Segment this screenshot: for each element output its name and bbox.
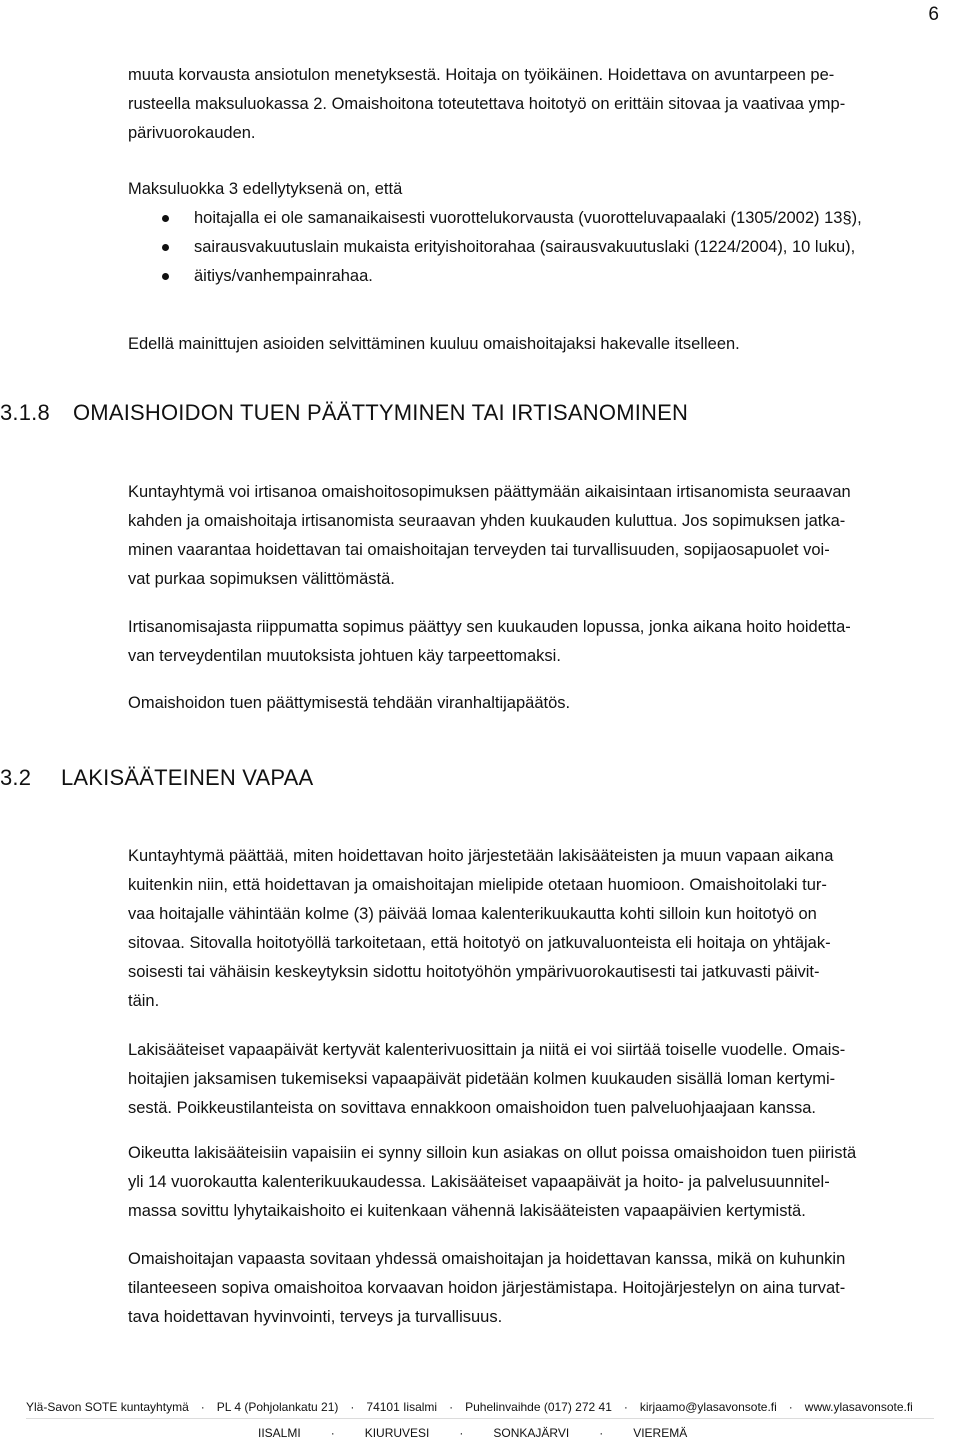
footer-separator: · <box>350 1400 355 1414</box>
intro-paragraph <box>128 61 960 148</box>
section-heading-32 <box>0 765 313 791</box>
text-line: Kuntayhtymä voi irtisanoa omaishoitosopimuksen päättymään aikaisintaan irtisanomista seuraavan <box>128 483 851 501</box>
footer-contact-line <box>26 1400 913 1414</box>
section-title: LAKISÄÄTEINEN VAPAA <box>61 765 314 790</box>
municipality: IISALMI <box>258 1426 301 1440</box>
text-line: Lakisääteiset vapaapäivät kertyvät kalenterivuosittain ja niitä ei voi siirtää toiselle vuodelle. Omais- <box>128 1041 846 1059</box>
text-line: tava hoidettavan hyvinvointi, terveys ja turvallisuus. <box>128 1308 503 1326</box>
condition-outro: Edellä mainittujen asioiden selvittäminen kuuluu omaishoitajaksi hakevalle itselleen. <box>128 335 740 353</box>
text-line: van terveydentilan muutoksista johtuen käy tarpeettomaksi. <box>128 647 561 665</box>
text-line: pärivuorokauden. <box>128 124 256 142</box>
footer-municipalities <box>258 1426 687 1440</box>
list-item: äitiys/vanhempainrahaa. <box>128 262 918 291</box>
text-line: minen vaarantaa hoidettavan tai omaishoitajan terveyden tai turvallisuuden, sopijaosapuolet voi- <box>128 541 830 559</box>
text-line: Irtisanomisajasta riippumatta sopimus päättyy sen kuukauden lopussa, jonka aikana hoito hoidetta- <box>128 618 851 636</box>
footer-web: www.ylasavonsote.fi <box>804 1400 913 1414</box>
municipality: KIURUVESI <box>364 1426 430 1440</box>
text-line: vaa hoitajalle vähintään kolme (3) päivää lomaa kalenterikuukautta kohti silloin kun hoitotyö on <box>128 905 817 923</box>
paragraph <box>128 842 960 1016</box>
footer-separator: · <box>449 1400 454 1414</box>
footer-divider <box>26 1418 934 1419</box>
municipality: VIEREMÄ <box>633 1426 688 1440</box>
list-item: sairausvakuutuslain mukaista erityishoitorahaa (sairausvakuutuslaki (1224/2004), 10 luku), <box>128 233 918 262</box>
condition-intro: Maksuluokka 3 edellytyksenä on, että <box>128 180 403 198</box>
paragraph <box>128 1036 960 1123</box>
condition-list <box>128 204 918 291</box>
paragraph <box>128 613 960 671</box>
footer-separator: · <box>788 1400 793 1414</box>
footer-separator: · <box>330 1426 335 1440</box>
section-title: OMAISHOIDON TUEN PÄÄTTYMINEN TAI IRTISANOMINEN <box>73 400 689 425</box>
footer-email: kirjaamo@ylasavonsote.fi <box>639 1400 777 1414</box>
section-heading-318 <box>0 400 688 426</box>
footer-separator: · <box>459 1426 464 1440</box>
text-line: sestä. Poikkeustilanteista on sovittava ennakkoon omaishoidon tuen palveluohjaajaan kanssa. <box>128 1099 816 1117</box>
footer-separator: · <box>599 1426 604 1440</box>
municipality: SONKAJÄRVI <box>493 1426 570 1440</box>
text-line: muuta korvausta ansiotulon menetyksestä. Hoitaja on työikäinen. Hoidettava on avuntarpeen pe- <box>128 66 835 84</box>
paragraph <box>128 1245 960 1332</box>
text-line: soisesti tai vähäisin keskeytyksin sidottu hoitotyöhön ympärivuorokautisesti tai jatkuvasti päivit- <box>128 963 820 981</box>
paragraph <box>128 478 960 594</box>
text-line: tilanteeseen sopiva omaishoitoa korvaavan hoidon järjestämistapa. Hoitojärjestelyn on aina turvat- <box>128 1279 846 1297</box>
text-line: vat purkaa sopimuksen välittömästä. <box>128 570 395 588</box>
text-line: hoitajien jaksamisen tukemiseksi vapaapäivät pidetään kolmen kuukauden sisällä loman kertymi- <box>128 1070 836 1088</box>
footer-postal: 74101 Iisalmi <box>366 1400 438 1414</box>
text-line: sitovaa. Sitovalla hoitotyöllä tarkoitetaan, että hoitotyö on jatkuvaluonteista eli hoitaja on yhtäjak- <box>128 934 831 952</box>
text-line: täin. <box>128 992 160 1010</box>
footer-separator: · <box>623 1400 628 1414</box>
text-line: massa sovittu lyhytaikaishoito ei kuitenkaan vähennä lakisääteisten vapaapäivien kertymistä. <box>128 1202 806 1220</box>
text-line: Omaishoitajan vapaasta sovitaan yhdessä omaishoitajan ja hoidettavan kanssa, mikä on kuhunkin <box>128 1250 846 1268</box>
footer-separator: · <box>200 1400 205 1414</box>
footer-phone: Puhelinvaihde (017) 272 41 <box>465 1400 612 1414</box>
section-number: 3.1.8 <box>0 400 50 425</box>
text-line: yli 14 vuorokautta kalenterikuukaudessa. Lakisääteiset vapaapäivät ja hoito- ja palvelusuunnitel- <box>128 1173 830 1191</box>
paragraph <box>128 1139 960 1226</box>
footer-address: PL 4 (Pohjolankatu 21) <box>216 1400 339 1414</box>
list-item: hoitajalla ei ole samanaikaisesti vuorottelukorvausta (vuorotteluvapaalaki (1305/2002) 13§), <box>128 204 918 233</box>
text-line: Oikeutta lakisääteisiin vapaisiin ei synny silloin kun asiakas on ollut poissa omaishoidon tuen piiristä <box>128 1144 857 1162</box>
text-line: rusteella maksuluokassa 2. Omaishoitona toteutettava hoitotyö on erittäin sitovaa ja vaativaa ymp- <box>128 95 846 113</box>
text-line: Kuntayhtymä päättää, miten hoidettavan hoito järjestetään lakisääteisten ja muun vapaan aikana <box>128 847 834 865</box>
section-number: 3.2 <box>0 765 32 790</box>
page-number: 6 <box>928 4 939 25</box>
footer-org: Ylä-Savon SOTE kuntayhtymä <box>26 1400 189 1414</box>
paragraph: Omaishoidon tuen päättymisestä tehdään viranhaltijapäätös. <box>128 694 571 712</box>
text-line: kuitenkin niin, että hoidettavan ja omaishoitajan mielipide otetaan huomioon. Omaishoitolaki tur- <box>128 876 827 894</box>
text-line: kahden ja omaishoitaja irtisanomista seuraavan yhden kuukauden kuluttua. Jos sopimuksen jatka- <box>128 512 846 530</box>
